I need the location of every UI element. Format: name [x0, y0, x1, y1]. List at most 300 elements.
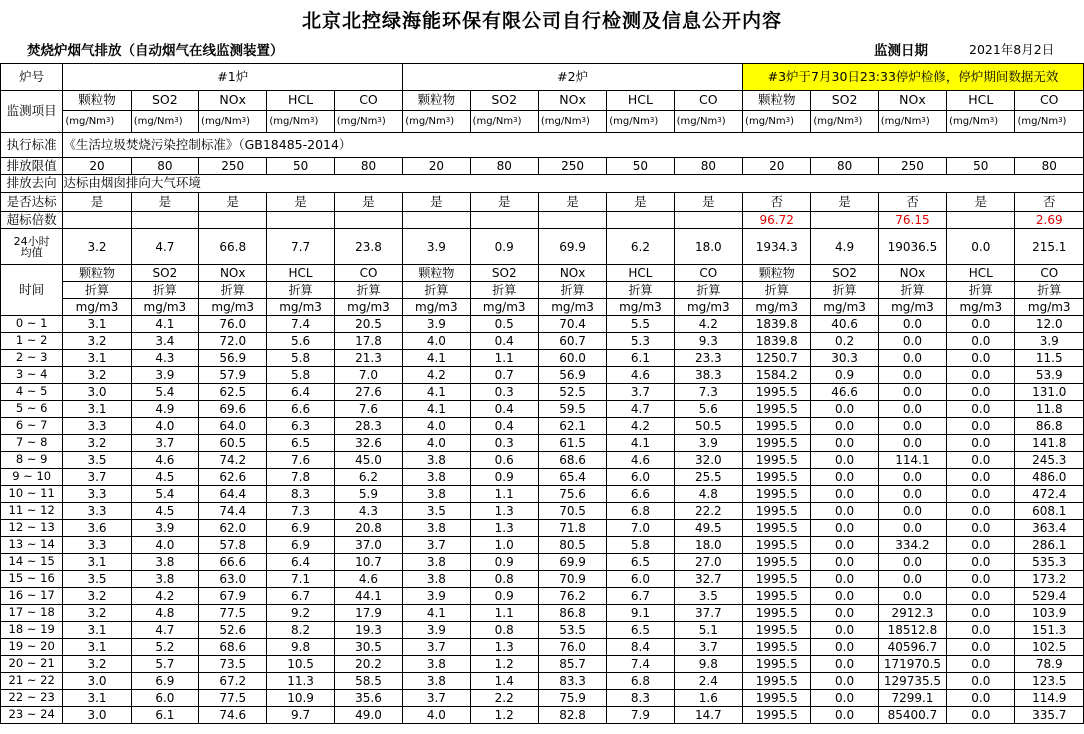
- hourly-value: 5.8: [267, 350, 334, 367]
- hourly-value: 64.0: [199, 418, 267, 435]
- unit-close: ): [246, 115, 251, 127]
- table-row: [1, 435, 1084, 452]
- unit-superscript: 3: [377, 115, 382, 124]
- hourly-value: 103.9: [1015, 605, 1084, 622]
- hourly-value: 5.3: [607, 333, 674, 350]
- hourly-value: 3.8: [131, 571, 198, 588]
- hourly-value: 63.0: [199, 571, 267, 588]
- hourly-value: 1.6: [674, 690, 742, 707]
- limit-value: 250: [199, 158, 267, 175]
- hourly-value: 4.1: [403, 605, 470, 622]
- hourly-value: 1995.5: [743, 537, 811, 554]
- hourly-value: 28.3: [334, 418, 402, 435]
- compliance-row: [1, 193, 1084, 212]
- hourly-value: 0.0: [947, 435, 1015, 452]
- hourly-value: 334.2: [878, 537, 946, 554]
- converted-label: 折算: [403, 282, 470, 299]
- average-value: 4.7: [131, 229, 198, 265]
- hourly-value: 68.6: [199, 639, 267, 656]
- hourly-value: 1995.5: [743, 690, 811, 707]
- hourly-value: 0.0: [811, 469, 878, 486]
- monitoring-item-label: 监测项目: [1, 91, 63, 133]
- hourly-value: 5.6: [674, 401, 742, 418]
- hourly-value: 3.9: [131, 520, 198, 537]
- hourly-value: 0.0: [811, 401, 878, 418]
- average-value: 6.2: [607, 229, 674, 265]
- hourly-value: 77.5: [199, 605, 267, 622]
- hourly-value: 50.5: [674, 418, 742, 435]
- hourly-value: 6.0: [607, 469, 674, 486]
- pollutant-unit: [1015, 111, 1084, 133]
- hourly-pollutant-name: CO: [1015, 265, 1084, 282]
- exceed-multiple: 2.69: [1015, 212, 1084, 229]
- hourly-value: 3.7: [674, 639, 742, 656]
- average-value: 1934.3: [743, 229, 811, 265]
- time-slot: 13 ~ 14: [1, 537, 63, 554]
- converted-label: 折算: [743, 282, 811, 299]
- hourly-value: 1839.8: [743, 333, 811, 350]
- hourly-value: 0.0: [947, 316, 1015, 333]
- hourly-value: 59.5: [538, 401, 606, 418]
- hourly-value: 4.3: [334, 503, 402, 520]
- hourly-value: 529.4: [1015, 588, 1084, 605]
- hourly-value: 76.0: [199, 316, 267, 333]
- hourly-value: 0.0: [878, 316, 946, 333]
- table-row: [1, 452, 1084, 469]
- table-row: [1, 554, 1084, 571]
- time-slot: 9 ~ 10: [1, 469, 63, 486]
- hourly-value: 7.3: [674, 384, 742, 401]
- time-slot: 18 ~ 19: [1, 622, 63, 639]
- hourly-value: 49.5: [674, 520, 742, 537]
- converted-label: 折算: [674, 282, 742, 299]
- compliance-value: 是: [334, 193, 402, 212]
- hourly-value: 0.0: [947, 690, 1015, 707]
- table-row: [1, 401, 1084, 418]
- average-label-line2: 均值: [20, 245, 43, 259]
- hourly-value: 4.0: [131, 418, 198, 435]
- hourly-value: 76.0: [538, 639, 606, 656]
- unit-base: (mg/Nm: [336, 115, 378, 127]
- table-row: [1, 384, 1084, 401]
- hourly-value: 363.4: [1015, 520, 1084, 537]
- hourly-value: 0.0: [878, 350, 946, 367]
- pollutant-name: CO: [334, 91, 402, 111]
- hourly-value: 0.0: [878, 554, 946, 571]
- hourly-value: 37.0: [334, 537, 402, 554]
- hourly-value: 85400.7: [878, 707, 946, 724]
- hourly-value: 3.8: [403, 673, 470, 690]
- average-value: 23.8: [334, 229, 402, 265]
- hourly-value: 4.9: [131, 401, 198, 418]
- hourly-value: 3.7: [403, 537, 470, 554]
- pollutant-unit: [607, 111, 674, 133]
- hourly-value: 0.9: [811, 367, 878, 384]
- hourly-value: 1995.5: [743, 435, 811, 452]
- exceed-multiple: [131, 212, 198, 229]
- hourly-unit: mg/m3: [63, 299, 131, 316]
- hourly-value: 57.9: [199, 367, 267, 384]
- limit-row: [1, 158, 1084, 175]
- limit-value: 20: [403, 158, 470, 175]
- furnace-label: 炉号: [1, 64, 63, 91]
- hourly-value: 0.3: [470, 435, 538, 452]
- hourly-value: 0.0: [811, 537, 878, 554]
- unit-base: (mg/Nm: [472, 115, 514, 127]
- hourly-value: 3.3: [63, 418, 131, 435]
- limit-value: 80: [334, 158, 402, 175]
- time-slot: 12 ~ 13: [1, 520, 63, 537]
- table-row: [1, 520, 1084, 537]
- hourly-value: 3.9: [403, 588, 470, 605]
- hourly-value: 1995.5: [743, 401, 811, 418]
- hourly-value: 5.4: [131, 486, 198, 503]
- hourly-value: 0.0: [811, 435, 878, 452]
- hourly-value: 0.0: [811, 639, 878, 656]
- exceed-multiple: [334, 212, 402, 229]
- hourly-value: 58.5: [334, 673, 402, 690]
- compliance-value: 否: [743, 193, 811, 212]
- monitoring-date-label: 监测日期: [874, 43, 928, 59]
- unit-base: (mg/Nm: [813, 115, 854, 127]
- hourly-value: 2.2: [470, 690, 538, 707]
- pollutant-name: SO2: [811, 91, 878, 111]
- exceed-multiple: [607, 212, 674, 229]
- hourly-value: 53.9: [1015, 367, 1084, 384]
- hourly-value: 74.2: [199, 452, 267, 469]
- hourly-value: 20.2: [334, 656, 402, 673]
- table-row: [1, 673, 1084, 690]
- hourly-value: 1995.5: [743, 571, 811, 588]
- hourly-pollutant-name: CO: [334, 265, 402, 282]
- unit-base: (mg/Nm: [949, 115, 990, 127]
- hourly-value: 6.8: [607, 673, 674, 690]
- hourly-value: 86.8: [538, 605, 606, 622]
- unit-close: ): [381, 115, 386, 127]
- pollutant-unit: [131, 111, 198, 133]
- limit-value: 80: [470, 158, 538, 175]
- hourly-value: 4.5: [131, 469, 198, 486]
- unit-close: ): [858, 115, 863, 127]
- exceed-multiple: 96.72: [743, 212, 811, 229]
- time-slot: 11 ~ 12: [1, 503, 63, 520]
- hourly-value: 22.2: [674, 503, 742, 520]
- hourly-value: 7.9: [607, 707, 674, 724]
- hourly-value: 3.8: [403, 656, 470, 673]
- hourly-value: 0.0: [878, 401, 946, 418]
- average-value: 3.9: [403, 229, 470, 265]
- hourly-value: 1.1: [470, 605, 538, 622]
- hourly-value: 0.0: [811, 571, 878, 588]
- hourly-value: 173.2: [1015, 571, 1084, 588]
- hourly-value: 3.8: [403, 486, 470, 503]
- limit-value: 20: [743, 158, 811, 175]
- hourly-value: 7.8: [267, 469, 334, 486]
- hourly-value: 73.5: [199, 656, 267, 673]
- hourly-pollutant-name: NOx: [199, 265, 267, 282]
- hourly-value: 1995.5: [743, 486, 811, 503]
- unit-superscript: 3: [513, 115, 518, 124]
- hourly-value: 35.6: [334, 690, 402, 707]
- hourly-value: 3.2: [63, 588, 131, 605]
- table-row: [1, 469, 1084, 486]
- hourly-value: 67.9: [199, 588, 267, 605]
- hourly-value: 0.0: [878, 588, 946, 605]
- average-value: 4.9: [811, 229, 878, 265]
- hourly-pollutant-name: 颗粒物: [403, 265, 470, 282]
- pollutant-name: HCL: [947, 91, 1015, 111]
- hourly-value: 0.0: [947, 537, 1015, 554]
- exceed-multiple: [403, 212, 470, 229]
- hourly-value: 1839.8: [743, 316, 811, 333]
- hourly-value: 1995.5: [743, 588, 811, 605]
- unit-superscript: 3: [445, 115, 451, 124]
- hourly-value: 141.8: [1015, 435, 1084, 452]
- hourly-value: 6.4: [267, 384, 334, 401]
- unit-superscript: 3: [581, 115, 586, 124]
- hourly-value: 1.2: [470, 707, 538, 724]
- hourly-value: 0.4: [470, 333, 538, 350]
- hourly-value: 1995.5: [743, 707, 811, 724]
- table-row: [1, 503, 1084, 520]
- hourly-value: 8.3: [267, 486, 334, 503]
- time-slot: 7 ~ 8: [1, 435, 63, 452]
- pollutant-name: 颗粒物: [743, 91, 811, 111]
- hourly-value: 0.0: [947, 588, 1015, 605]
- converted-label: 折算: [538, 282, 606, 299]
- pollutant-unit: [811, 111, 878, 133]
- report-subtitle: 焚烧炉烟气排放（自动烟气在线监测装置）: [27, 43, 284, 59]
- hourly-value: 0.9: [470, 469, 538, 486]
- converted-label: 折算: [334, 282, 402, 299]
- converted-label: 折算: [607, 282, 674, 299]
- hourly-value: 3.1: [63, 401, 131, 418]
- unit-close: ): [994, 115, 999, 127]
- hourly-value: 0.7: [470, 367, 538, 384]
- hourly-value: 60.0: [538, 350, 606, 367]
- pollutant-unit: [470, 111, 538, 133]
- unit-close: ): [654, 115, 659, 127]
- hourly-value: 0.0: [947, 418, 1015, 435]
- hourly-value: 64.4: [199, 486, 267, 503]
- pollutant-unit: [199, 111, 267, 133]
- hourly-value: 27.0: [674, 554, 742, 571]
- unit-base: (mg/Nm: [201, 115, 242, 127]
- hourly-value: 74.6: [199, 707, 267, 724]
- hourly-value: 0.0: [947, 554, 1015, 571]
- hourly-value: 32.6: [334, 435, 402, 452]
- unit-close: ): [450, 115, 455, 127]
- hourly-value: 1995.5: [743, 673, 811, 690]
- hourly-value: 86.8: [1015, 418, 1084, 435]
- hourly-value: 1995.5: [743, 520, 811, 537]
- hourly-value: 60.7: [538, 333, 606, 350]
- hourly-value: 27.6: [334, 384, 402, 401]
- hourly-unit: mg/m3: [538, 299, 606, 316]
- limit-value: 80: [674, 158, 742, 175]
- compliance-value: 是: [63, 193, 131, 212]
- hourly-value: 7299.1: [878, 690, 946, 707]
- unit-base: (mg/Nm: [65, 115, 106, 127]
- unit-base: (mg/Nm: [880, 115, 922, 127]
- time-slot: 22 ~ 23: [1, 690, 63, 707]
- hourly-value: 9.8: [267, 639, 334, 656]
- exceed-multiple: [538, 212, 606, 229]
- hourly-value: 3.8: [403, 469, 470, 486]
- hourly-value: 68.6: [538, 452, 606, 469]
- hourly-value: 3.3: [63, 537, 131, 554]
- hourly-value: 0.8: [470, 571, 538, 588]
- furnace-header-row: [1, 64, 1084, 91]
- hourly-value: 45.0: [334, 452, 402, 469]
- hourly-value: 20.8: [334, 520, 402, 537]
- hourly-value: 0.5: [470, 316, 538, 333]
- hourly-value: 3.6: [63, 520, 131, 537]
- hourly-value: 4.0: [403, 435, 470, 452]
- hourly-value: 9.1: [607, 605, 674, 622]
- hourly-value: 69.9: [538, 554, 606, 571]
- unit-base: (mg/Nm: [1017, 115, 1059, 127]
- hourly-value: 18512.8: [878, 622, 946, 639]
- hourly-value: 9.7: [267, 707, 334, 724]
- pollutant-name: 颗粒物: [63, 91, 131, 111]
- hourly-value: 7.6: [267, 452, 334, 469]
- hourly-value: 3.2: [63, 435, 131, 452]
- hourly-value: 9.8: [674, 656, 742, 673]
- converted-label: 折算: [947, 282, 1015, 299]
- hourly-value: 0.4: [470, 401, 538, 418]
- hourly-value: 5.8: [607, 537, 674, 554]
- hourly-value: 7.0: [607, 520, 674, 537]
- hourly-unit: mg/m3: [199, 299, 267, 316]
- hourly-value: 0.8: [470, 622, 538, 639]
- average-value: 18.0: [674, 229, 742, 265]
- compliance-value: 是: [811, 193, 878, 212]
- hourly-value: 4.8: [674, 486, 742, 503]
- hourly-value: 21.3: [334, 350, 402, 367]
- hourly-value: 0.0: [947, 571, 1015, 588]
- hourly-value: 6.9: [267, 520, 334, 537]
- unit-base: (mg/Nm: [133, 115, 175, 127]
- hourly-value: 3.1: [63, 639, 131, 656]
- hourly-value: 1.3: [470, 503, 538, 520]
- converted-label: 折算: [63, 282, 131, 299]
- hourly-value: 5.1: [674, 622, 742, 639]
- hourly-value: 1995.5: [743, 452, 811, 469]
- hourly-pollutant-name: CO: [674, 265, 742, 282]
- average-label-line1: 24小时: [13, 234, 50, 248]
- time-slot: 23 ~ 24: [1, 707, 63, 724]
- time-slot: 6 ~ 7: [1, 418, 63, 435]
- hourly-value: 5.6: [267, 333, 334, 350]
- hourly-value: 70.4: [538, 316, 606, 333]
- hourly-value: 17.9: [334, 605, 402, 622]
- hourly-value: 3.9: [403, 316, 470, 333]
- hourly-value: 3.1: [63, 622, 131, 639]
- time-slot: 8 ~ 9: [1, 452, 63, 469]
- limit-value: 50: [267, 158, 334, 175]
- hourly-value: 0.2: [811, 333, 878, 350]
- hourly-value: 0.0: [878, 384, 946, 401]
- hourly-value: 335.7: [1015, 707, 1084, 724]
- hourly-value: 30.3: [811, 350, 878, 367]
- hourly-value: 46.6: [811, 384, 878, 401]
- hourly-value: 3.2: [63, 656, 131, 673]
- unit-close: ): [178, 115, 183, 127]
- hourly-pollutant-name: NOx: [538, 265, 606, 282]
- hourly-value: 171970.5: [878, 656, 946, 673]
- compliance-value: 是: [199, 193, 267, 212]
- time-slot: 4 ~ 5: [1, 384, 63, 401]
- hourly-value: 38.3: [674, 367, 742, 384]
- pollutant-name: SO2: [470, 91, 538, 111]
- emission-table: [0, 63, 1084, 724]
- hourly-value: 20.5: [334, 316, 402, 333]
- table-row: [1, 622, 1084, 639]
- table-row: [1, 350, 1084, 367]
- hourly-value: 85.7: [538, 656, 606, 673]
- pollutant-name: CO: [1015, 91, 1084, 111]
- hourly-value: 3.9: [131, 367, 198, 384]
- hourly-value: 3.8: [131, 554, 198, 571]
- average-value: 0.9: [470, 229, 538, 265]
- hourly-value: 0.0: [811, 622, 878, 639]
- hourly-unit: mg/m3: [607, 299, 674, 316]
- hourly-value: 0.0: [947, 367, 1015, 384]
- hourly-pollutant-name: 颗粒物: [743, 265, 811, 282]
- compliance-value: 是: [131, 193, 198, 212]
- hourly-value: 6.5: [607, 622, 674, 639]
- hourly-value: 30.5: [334, 639, 402, 656]
- hourly-value: 4.5: [131, 503, 198, 520]
- hourly-value: 0.0: [947, 707, 1015, 724]
- hourly-value: 1.1: [470, 486, 538, 503]
- destination-row: [1, 175, 1084, 193]
- hourly-value: 0.0: [947, 673, 1015, 690]
- hourly-value: 32.0: [674, 452, 742, 469]
- time-slot: 14 ~ 15: [1, 554, 63, 571]
- hourly-value: 71.8: [538, 520, 606, 537]
- limit-value: 80: [811, 158, 878, 175]
- hourly-value: 0.0: [878, 418, 946, 435]
- hourly-value: 0.0: [878, 571, 946, 588]
- table-row: [1, 537, 1084, 554]
- hourly-value: 3.2: [63, 605, 131, 622]
- hourly-value: 6.3: [267, 418, 334, 435]
- pollutant-unit: [403, 111, 470, 133]
- table-row: [1, 639, 1084, 656]
- hourly-value: 4.0: [403, 333, 470, 350]
- hourly-value: 70.9: [538, 571, 606, 588]
- hourly-value: 0.3: [470, 384, 538, 401]
- hourly-value: 3.9: [674, 435, 742, 452]
- hourly-value: 6.1: [131, 707, 198, 724]
- hourly-value: 6.4: [267, 554, 334, 571]
- hourly-value: 3.0: [63, 384, 131, 401]
- table-row: [1, 316, 1084, 333]
- hourly-value: 3.8: [403, 554, 470, 571]
- hourly-value: 17.8: [334, 333, 402, 350]
- hourly-value: 66.6: [199, 554, 267, 571]
- hourly-value: 53.5: [538, 622, 606, 639]
- hourly-value: 8.3: [607, 690, 674, 707]
- hourly-value: 1584.2: [743, 367, 811, 384]
- hourly-value: 0.6: [470, 452, 538, 469]
- compliance-value: 否: [878, 193, 946, 212]
- hourly-value: 83.3: [538, 673, 606, 690]
- hourly-value: 12.0: [1015, 316, 1084, 333]
- hourly-value: 114.1: [878, 452, 946, 469]
